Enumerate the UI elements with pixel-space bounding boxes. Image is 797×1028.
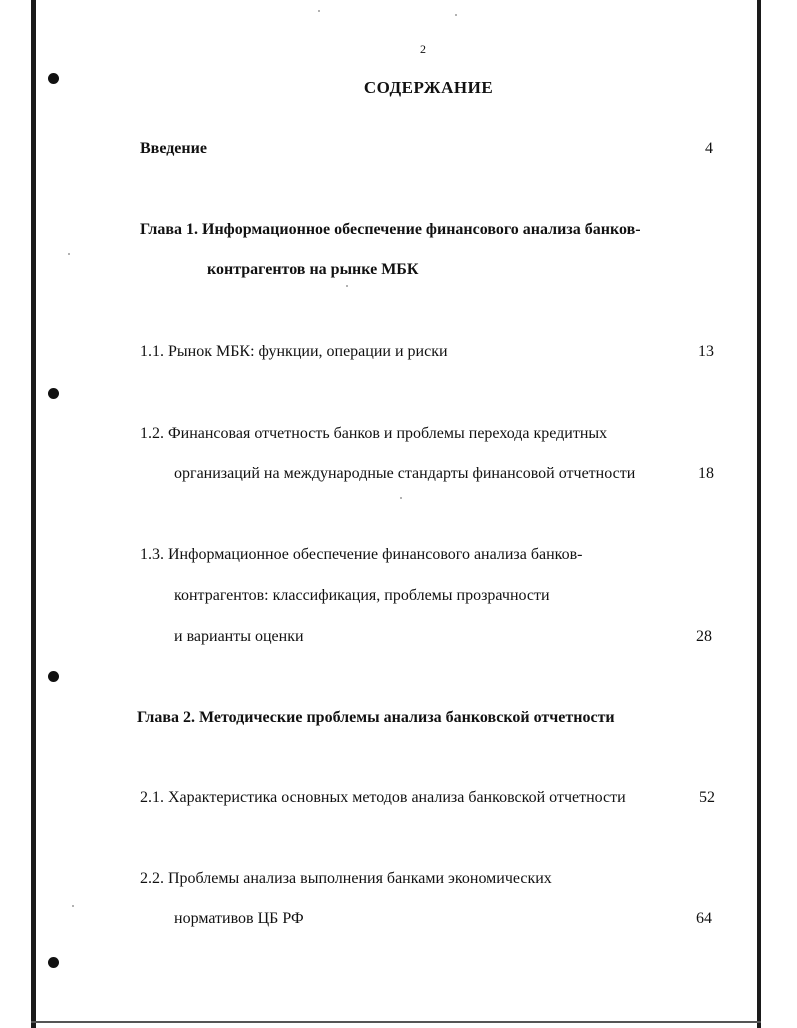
toc-page-2-1: 52	[699, 789, 715, 806]
toc-section-1-1[interactable]: 1.1. Рынок МБК: функции, операции и риски	[140, 343, 448, 360]
page-edge-left	[31, 0, 36, 1028]
toc-page-1-3: 28	[696, 628, 712, 645]
scan-speck	[455, 14, 457, 16]
toc-chapter-1-line1[interactable]: Глава 1. Информационное обеспечение финансового анализа банков-	[140, 221, 641, 238]
toc-section-2-2-line2[interactable]: нормативов ЦБ РФ	[174, 910, 304, 927]
scan-speck	[72, 905, 74, 907]
punch-hole-mark	[48, 957, 59, 968]
toc-page-1-2: 18	[698, 465, 714, 482]
toc-page-2-2: 64	[696, 910, 712, 927]
punch-hole-mark	[48, 388, 59, 399]
toc-entry-intro[interactable]: Введение	[140, 140, 207, 157]
scan-speck	[400, 497, 402, 499]
toc-section-1-2-line2[interactable]: организаций на международные стандарты финансовой отчетности	[174, 465, 636, 482]
scan-speck	[318, 10, 320, 12]
page-number: 2	[420, 42, 426, 56]
toc-section-2-1[interactable]: 2.1. Характеристика основных методов анализа банковской отчетности	[140, 789, 626, 806]
toc-section-2-2-line1[interactable]: 2.2. Проблемы анализа выполнения банками экономических	[140, 870, 552, 887]
toc-section-1-2-line1[interactable]: 1.2. Финансовая отчетность банков и проблемы перехода кредитных	[140, 425, 608, 442]
toc-page-1-1: 13	[698, 343, 714, 360]
toc-section-1-3-line1[interactable]: 1.3. Информационное обеспечение финансового анализа банков-	[140, 546, 583, 563]
toc-chapter-2[interactable]: Глава 2. Методические проблемы анализа банковской отчетности	[137, 709, 615, 726]
page-edge-right	[757, 0, 761, 1028]
punch-hole-mark	[48, 671, 59, 682]
toc-section-1-3-line3[interactable]: и варианты оценки	[174, 628, 304, 645]
page-edge-bottom	[31, 1021, 761, 1023]
page-title: СОДЕРЖАНИЕ	[363, 78, 494, 97]
toc-page-intro: 4	[705, 140, 713, 157]
scan-speck	[68, 253, 70, 255]
toc-chapter-1-line2[interactable]: контрагентов на рынке МБК	[207, 261, 419, 278]
toc-section-1-3-line2[interactable]: контрагентов: классификация, проблемы прозрачности	[174, 587, 550, 604]
scan-speck	[346, 285, 348, 287]
